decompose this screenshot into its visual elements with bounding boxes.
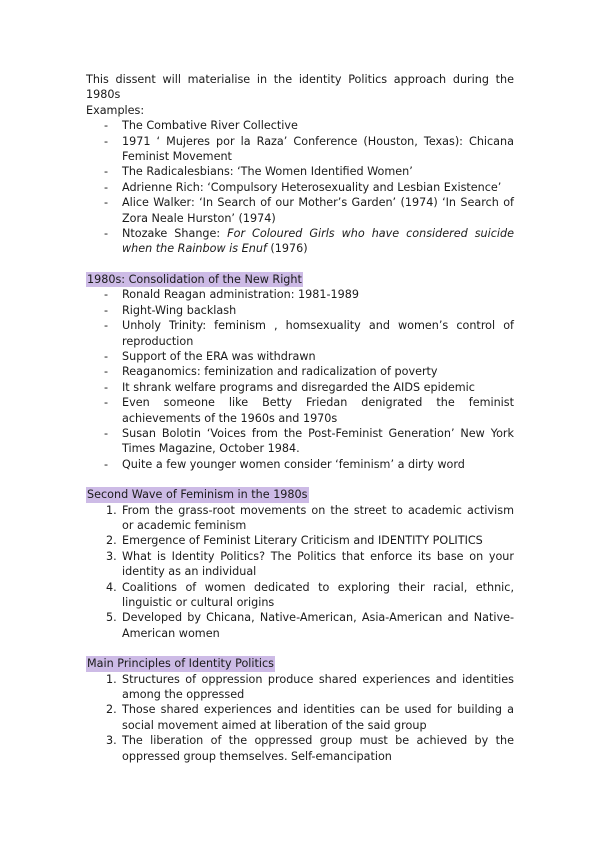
section-second-wave [86,487,514,641]
shange-prefix: Ntozake Shange: [122,227,228,241]
examples-list [86,118,514,257]
list-number: 3. [106,734,117,748]
list-item: - Susan Bolotin ‘Voices from the Post-Feminist Generation’ New York Times Magazine, October 1984. [86,426,514,457]
list-item: - The Radicalesbians: ‘The Women Identified Women’ [86,164,514,179]
section-heading: Main Principles of Identity Politics [87,657,275,671]
examples-label: Examples: [86,103,145,117]
list-item: - Support of the ERA was withdrawn [86,349,514,364]
list-number: 1. [106,503,117,517]
list-item: - Unholy Trinity: feminism , homsexuality and women’s control of reproduction [86,318,514,349]
list-item [86,533,514,548]
list-item [86,672,514,703]
list-item: - Quite a few younger women consider ‘feminism’ a dirty word [86,457,514,472]
list-number: 3. [106,549,117,563]
list-number: 2. [106,703,117,717]
list-item [86,503,514,534]
shange-title: For Coloured Girls who have considered suicide when the Rainbow is Enuf [122,227,514,256]
second-wave-list [86,503,514,642]
list-text: Coalitions of women dedicated to exploring their racial, ethnic, linguistic or cultural origins [122,580,514,609]
list-number: 5. [106,611,117,625]
list-text: Emergence of Feminist Literary Criticism and IDENTITY POLITICS [122,534,483,548]
intro-paragraph: This dissent will materialise in the identity Politics approach during the 1980s [86,73,514,102]
list-item [86,610,514,641]
section-heading: 1980s: Consolidation of the New Right [87,272,302,286]
list-item: - 1971 ‘ Mujeres por la Raza’ Conference (Houston, Texas): Chicana Feminist Movement [86,134,514,165]
principles-list [86,672,514,764]
list-text: Structures of oppression produce shared experiences and identities among the oppressed [122,672,514,702]
list-item [86,733,514,764]
list-text: Developed by Chicana, Native-American, Asia-American and Native-American women [122,611,514,640]
list-item [86,702,514,733]
list-item: - Even someone like Betty Friedan denigrated the feminist achievements of the 1960s and 1970s [86,395,514,426]
list-number: 4. [106,580,117,594]
shange-suffix: (1976) [266,242,308,256]
list-text: Those shared experiences and identities can be used for building a social movement aimed at liberation of the said group [122,703,514,732]
list-text: From the grass-root movements on the street to academic activism or academic feminism [122,503,514,532]
list-number: 2. [106,534,117,548]
section-new-right [86,272,514,472]
new-right-list [86,287,514,472]
list-item: - It shrank welfare programs and disregarded the AIDS epidemic [86,380,514,395]
section-heading: Second Wave of Feminism in the 1980s [87,488,308,502]
list-item-shange [86,226,514,257]
list-number: 1. [106,672,117,686]
list-item [86,580,514,611]
list-item: - Reaganomics: feminization and radicalization of poverty [86,364,514,379]
list-text: The liberation of the oppressed group must be achieved by the oppressed group themselves. Self-emancipation [122,734,514,763]
list-item [86,549,514,580]
list-item: - Ronald Reagan administration: 1981-1989 [86,287,514,302]
section-principles [86,656,514,764]
list-item: - Right-Wing backlash [86,303,514,318]
list-item: - Alice Walker: ‘In Search of our Mother’s Garden’ (1974) ‘In Search of Zora Neale Hurston’ (1974) [86,195,514,226]
list-item: - The Combative River Collective [86,118,514,133]
list-text: What is Identity Politics? The Politics that enforce its base on your identity as an individual [122,549,514,579]
list-item: - Adrienne Rich: ‘Compulsory Heterosexuality and Lesbian Existence’ [86,180,514,195]
